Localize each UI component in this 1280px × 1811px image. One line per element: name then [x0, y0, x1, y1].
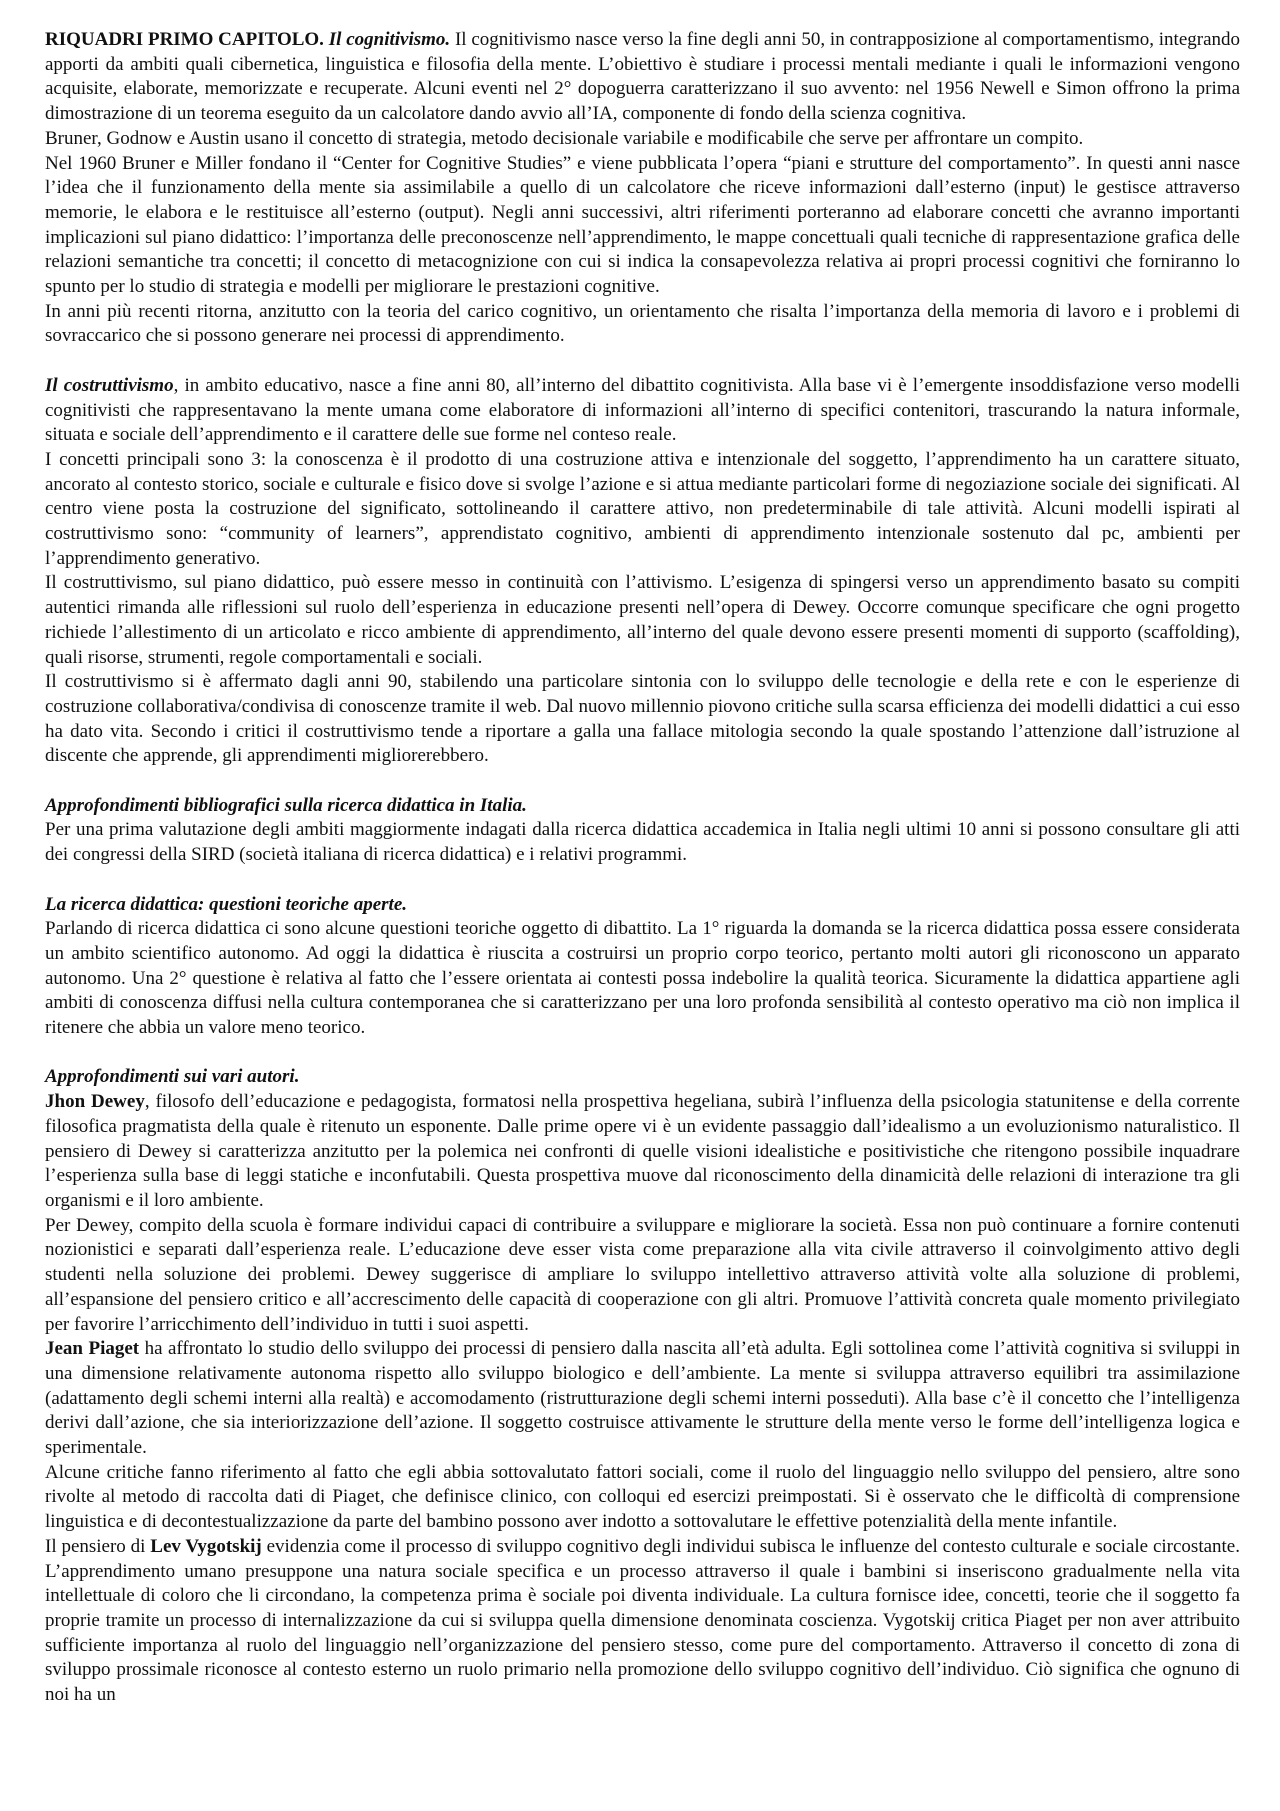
cognitivismo-paragraph-3: Nel 1960 Bruner e Miller fondano il “Center for Cognitive Studies” e viene pubblicata l’opera “piani e strutture del comportamento”. In questi anni nasce l’idea che il funzionamento della mente sia assimilabile a quello di un calcolatore che riceve informazioni dall’esterno (input) le gestisce attraverso memorie, le elabora e le restituisce all’esterno (output). Negli anni successivi, altri riferimenti porteranno ad elaborare concetti che avranno importanti implicazioni sul piano didattico: l’importanza delle preconoscenze nell’apprendimento, le mappe concettuali quali tecniche di rappresentazione grafica delle relazioni semantiche tra concetti; il concetto di metacognizione con cui si indica la consapevolezza relativa ai propri processi cognitivi che forniranno lo spunto per lo studio di strategia e modelli per migliorare le prestazioni cognitive. [45, 152, 1240, 298]
costruttivismo-paragraph-2: I concetti principali sono 3: la conoscenza è il prodotto di una costruzione attiva e intenzionale del soggetto, l’apprendimento ha un carattere situato, ancorato al contesto storico, sociale e culturale e fisico dove si svolge l’azione e si attua mediante particolari forme di negoziazione sociale dei significati. Al centro viene posta la costruzione del significato, sottolineando il carattere attivo, non predeterminabile di tale attività. Alcuni modelli ispirati al costruttivismo sono: “community of learners”, apprendistato cognitivo, ambienti di apprendimento intenzionale sostenuto dal pc, ambienti per l’apprendimento generativo. [45, 448, 1240, 569]
cognitivismo-paragraph-4: In anni più recenti ritorna, anzitutto con la teoria del carico cognitivo, un orientamento che risalta l’importanza della memoria di lavoro e i problemi di sovraccarico che si possono generare nei processi di apprendimento. [45, 300, 1240, 347]
biblio-heading: Approfondimenti bibliografici sulla ricerca didattica in Italia. [45, 794, 527, 816]
piaget-paragraph-1 [45, 1337, 1240, 1461]
costruttivismo-paragraph-3: Il costruttivismo, sul piano didattico, può essere messo in continuità con l’attivismo. L’esigenza di spingersi verso un apprendimento basato su compiti autentici rimanda alle riflessioni sul ruolo dell’esperienza in educazione presenti nell’opera di Dewey. Occorre comunque specificare che ogni progetto richiede l’allestimento di un articolato e ricco ambiente di apprendimento, all’interno del quale devono essere presenti momenti di supporto (scaffolding), quali risorse, strumenti, regole comportamentali e sociali. [45, 572, 1240, 668]
dewey-text-1: , filosofo dell’educazione e pedagogista, formatosi nella prospettiva hegeliana, subirà l’influenza della psicologia statunitense e della corrente filosofica pragmatista della quale è ritenuto un esponente. Dalle prime opere vi è un evidente passaggio dall’idealismo a un evoluzionismo naturalistico. Il pensiero di Dewey si caratterizza anzitutto per la polemica nei confronti di quelle visioni idealistiche e positivistiche che ritengono possibile inquadrare l’esperienza sulla base di leggi statiche e inconfutabili. Questa prospettiva muove dal riconoscimento della dinamicità delle relazioni di interazione tra gli organismi e il loro ambiente. [45, 1091, 1240, 1211]
cognitivismo-paragraph-1 [45, 28, 1240, 127]
costruttivismo-heading: Il costruttivismo [45, 374, 174, 396]
autori-heading: Approfondimenti sui vari autori. [45, 1066, 300, 1088]
spacer [45, 769, 1240, 794]
spacer [45, 349, 1240, 374]
biblio-paragraph: Per una prima valutazione degli ambiti maggiormente indagati dalla ricerca didattica accademica in Italia negli ultimi 10 anni si possono consultare gli atti dei congressi della SIRD (società italiana di ricerca didattica) e i relativi programmi. [45, 819, 1240, 866]
piaget-paragraph-2: Alcune critiche fanno riferimento al fatto che egli abbia sottovalutato fattori sociali, come il ruolo del linguaggio nello sviluppo del pensiero, altre sono rivolte al metodo di raccolta dati di Piaget, che definisce clinico, con colloqui ed esercizi preimpostati. Si è osservato che le difficoltà di comprensione linguistica e di decontestualizzazione da parte del bambino possono aver indotto a sottovalutare le effettive potenzialità della mente infantile. [45, 1461, 1240, 1533]
questioni-paragraph: Parlando di ricerca didattica ci sono alcune questioni teoriche oggetto di dibattito. La 1° riguarda la domanda se la ricerca didattica possa essere considerata un ambito scientifico autonomo. Ad oggi la didattica è riuscita a costruirsi un proprio corpo teorico, pertanto molti autori gli riconoscono un apparato autonomo. Una 2° questione è relativa al fatto che l’essere orientata ai contesti possa indebolire la qualità teorica. Sicuramente la didattica appartiene agli ambiti di conoscenza diffusi nella cultura contemporanea che si caratterizzano per una loro profonda sensibilità al contesto operativo ma ciò non implica il ritenere che abbia un valore meno teorico. [45, 918, 1240, 1039]
costruttivismo-paragraph-1 [45, 374, 1240, 448]
cognitivismo-text-1: Il cognitivismo nasce verso la fine degli anni 50, in contrapposizione al comportamentismo, integrando apporti da ambiti quali cibernetica, linguistica e filosofia della mente. L’obiettivo è studiare i processi mentali mediante i quali le informazioni vengono acquisite, elaborate, memorizzate e recuperate. Alcuni eventi nel 2° dopoguerra caratterizzano il suo avvento: nel 1956 Newell e Simon offrono la prima dimostrazione di un teorema eseguito da un calcolatore dando avvio all’IA, componente di fondo della scienza cognitiva. [45, 29, 1241, 125]
dewey-paragraph-2: Per Dewey, compito della scuola è formare individui capaci di contribuire a sviluppare e migliorare la società. Essa non può continuare a fornire contenuti nozionistici e separati dall’esperienza reale. L’educazione deve esser vista come preparazione alla vita civile attraverso il coinvolgimento attivo degli studenti nella soluzione dei problemi. Dewey suggerisce di ampliare lo sviluppo intellettivo attraverso attività volte alla soluzione di problemi, all’espansione del pensiero critico e all’accrescimento delle capacità di cooperazione con gli altri. Promuove l’attività concreta quale momento privilegiato per favorire l’arricchimento dell’individuo in tutti i suoi aspetti. [45, 1214, 1240, 1335]
dewey-paragraph-1 [45, 1090, 1240, 1214]
dewey-name: Jhon Dewey [45, 1091, 145, 1113]
piaget-text-1: ha affrontato lo studio dello sviluppo dei processi di pensiero dalla nascita all’età adulta. Egli sottolinea come l’attività cognitiva si sviluppi in una dimensione relativamente autonoma rispetto allo sviluppo biologico e dell’ambiente. La mente si sviluppa attraverso equilibri tra assimilazione (adattamento degli schemi interni alla realtà) e accomodamento (ristrutturazione degli schemi interni posseduti). Alla base c’è il concetto che l’intelligenza derivi dall’azione, che sia interiorizzazione dell’azione. Il soggetto costruisce attivamente le strutture della mente verso le forme dell’intelligenza logica e sperimentale. [45, 1338, 1240, 1459]
cognitivismo-heading: Il cognitivismo. [328, 29, 451, 50]
vygotskij-text-1: evidenzia come il processo di sviluppo cognitivo degli individui subisca le influenze del contesto culturale e sociale circostante. L’apprendimento umano presuppone una natura sociale specifica e un processo attraverso il quale i bambini si inseriscono gradualmente nella vita intellettuale di coloro che li circondano, la competenza prima è sociale poi diventa individuale. La cultura fornisce idee, concetti, teorie che il soggetto fa proprie tramite un processo di internalizzazione da cui si sviluppa quella dimensione denominata coscienza. Vygotskij critica Piaget per non aver attribuito sufficiente importanza al ruolo del linguaggio nell’organizzazione del pensiero stesso, come pure del comportamento. Attraverso il concetto di zona di sviluppo prossimale riconosce al contesto esterno un ruolo primario nella promozione dello sviluppo cognitivo dell’individuo. Ciò significa che ognuno di noi ha un [45, 1535, 1240, 1706]
costruttivismo-text-1: , in ambito educativo, nasce a fine anni 80, all’interno del dibattito cognitivista. Alla base vi è l’emergente insoddisfazione verso modelli cognitivisti che rappresentavano la mente umana come elaboratore di informazioni all’interno di specifici contenitori, trascurando la natura informale, situata e sociale dell’apprendimento e il carattere delle sue forme nel conteso reale. [45, 374, 1240, 446]
vygotskij-text-pre: Il pensiero di [45, 1535, 151, 1557]
questioni-heading: La ricerca didattica: questioni teoriche aperte. [45, 893, 408, 915]
piaget-name: Jean Piaget [45, 1338, 140, 1360]
spacer [45, 868, 1240, 893]
vygotskij-paragraph [45, 1535, 1240, 1708]
chapter-label: RIQUADRI PRIMO CAPITOLO. [45, 29, 324, 50]
cognitivismo-paragraph-2: Bruner, Godnow e Austin usano il concetto di strategia, metodo decisionale variabile e modificabile che serve per affrontare un compito. [45, 127, 1084, 149]
costruttivismo-paragraph-4: Il costruttivismo si è affermato dagli anni 90, stabilendo una particolare sintonia con lo sviluppo delle tecnologie e della rete e con le esperienze di costruzione collaborativa/condivisa di conoscenze tramite il web. Dal nuovo millennio piovono critiche sulla scarsa efficienza dei modelli didattici a cui esso ha dato vita. Secondo i critici il costruttivismo tende a riportare a galla una fallace mitologia secondo la quale spostando l’attenzione dall’istruzione al discente che apprende, gli apprendimenti migliorerebbero. [45, 671, 1240, 767]
vygotskij-name: Lev Vygotskij [150, 1535, 262, 1557]
spacer [45, 1041, 1240, 1066]
